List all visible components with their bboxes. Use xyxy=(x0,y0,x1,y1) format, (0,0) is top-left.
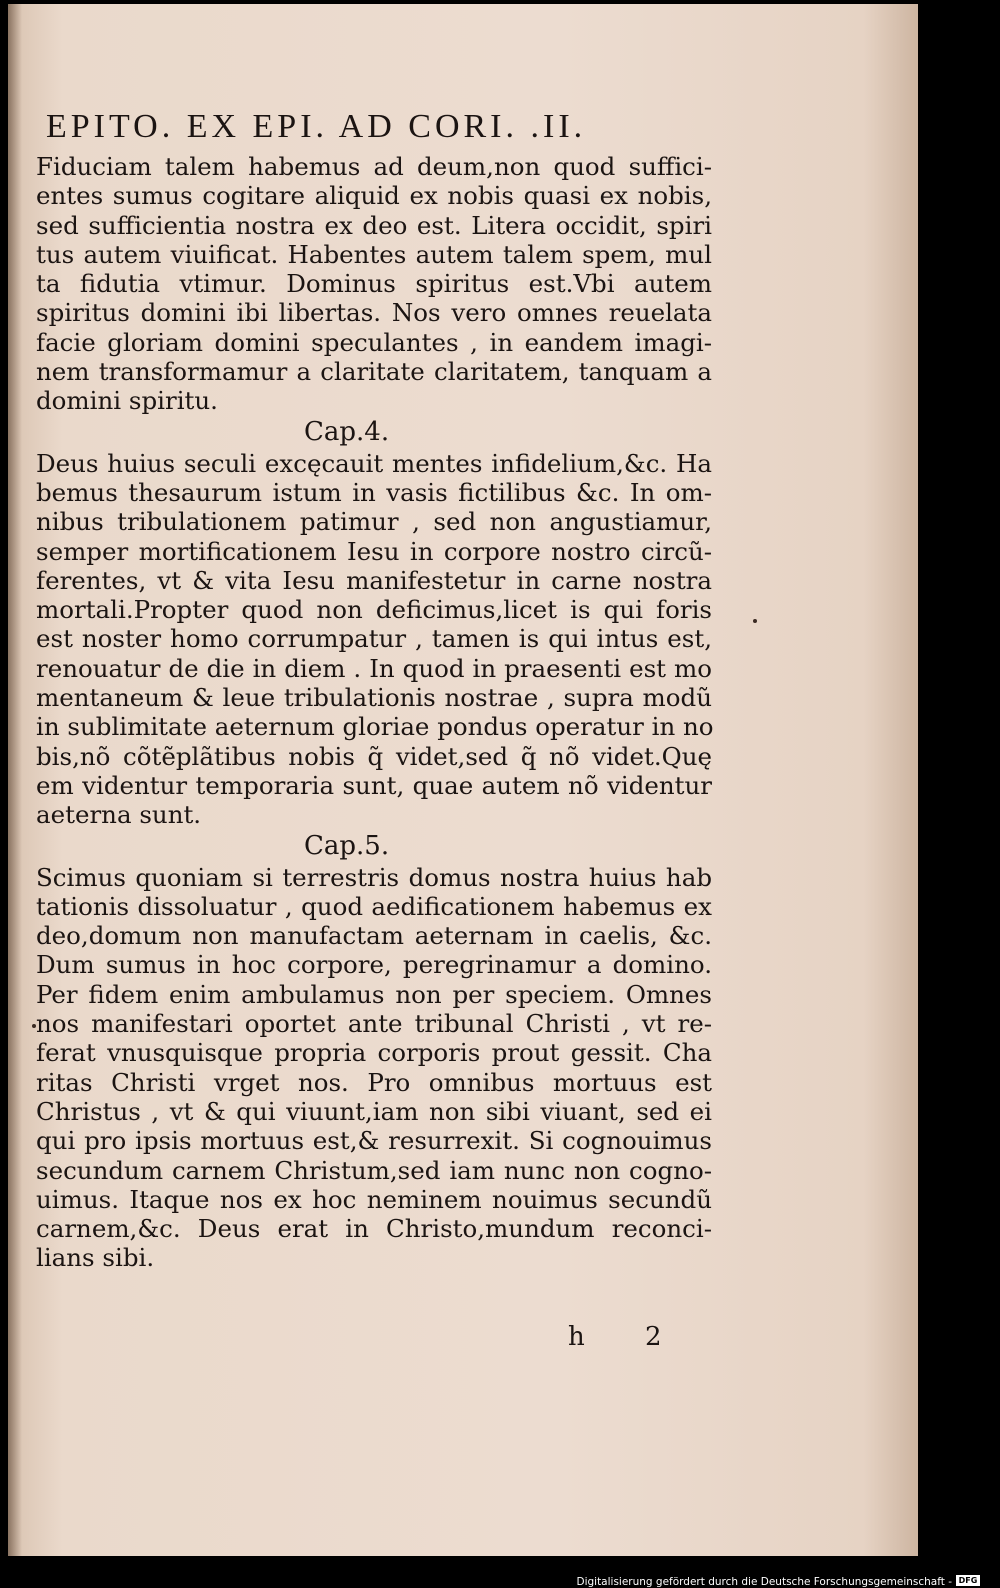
text-line: entes sumus cogitare aliquid ex nobis quasi ex nobis, xyxy=(36,181,712,211)
text-line: tationis dissoluatur , quod aedificationem habemus ex xyxy=(36,891,712,921)
text-line: ritas Christi vrget nos. Pro omnibus mortuus est xyxy=(36,1067,712,1097)
running-header: EPITO. EX EPI. AD CORI. .II. xyxy=(46,108,587,145)
text-line: ta fidutia vtimur. Dominus spiritus est.Vbi autem xyxy=(36,269,712,299)
text-line: ferentes, vt & vita Iesu manifestetur in carne nostra xyxy=(36,565,712,595)
scanned-page xyxy=(8,4,918,1556)
signature-mark: h 2 xyxy=(568,1322,688,1352)
text-line: Deus huius seculi excęcauit mentes infidelium,&c. Ha xyxy=(36,448,712,478)
text-line: tus autem viuificat. Habentes autem talem spem, mul xyxy=(36,239,712,269)
text-line: aeterna sunt. xyxy=(36,800,202,830)
text-line: nibus tribulationem patimur , sed non angustiamur, xyxy=(36,507,712,537)
paragraph-cap5 xyxy=(36,863,726,1273)
page-gutter-shadow xyxy=(8,4,22,1556)
ink-speck xyxy=(32,1024,36,1028)
text-line: nem transformamur a claritate claritatem, tanquam a xyxy=(36,357,712,387)
text-line: mortali.Propter quod non deficimus,licet is qui foris xyxy=(36,595,712,625)
dfg-logo: DFG xyxy=(956,1575,980,1586)
text-line: mentaneum & leue tribulationis nostrae , supra modũ xyxy=(36,683,712,713)
text-block xyxy=(36,104,726,1273)
text-line: bemus thesaurum istum in vasis fictilibus &c. In om- xyxy=(36,477,712,507)
text-line: deo,domum non manufactam aeternam in caelis, &c. xyxy=(36,921,712,951)
text-line: facie gloriam domini speculantes , in eandem imagi- xyxy=(36,327,712,357)
text-line: Christus , vt & qui viuunt,iam non sibi viuant, sed ei xyxy=(36,1096,712,1126)
text-line: lians sibi. xyxy=(36,1243,155,1273)
ink-speck xyxy=(753,619,757,623)
paragraph-cap3 xyxy=(36,152,726,416)
chapter-heading-5: Cap.5. xyxy=(304,830,390,861)
text-line: renouatur de die in diem . In quod in praesenti est mo xyxy=(36,653,712,683)
text-line: em videntur temporaria sunt, quae autem nõ videntur xyxy=(36,770,712,800)
text-line: Scimus quoniam si terrestris domus nostra huius hab xyxy=(36,862,712,892)
text-line: semper mortificationem Iesu in corpore nostro circũ- xyxy=(36,536,712,566)
text-line: carnem,&c. Deus erat in Christo,mundum reconci- xyxy=(36,1214,712,1244)
text-line: spiritus domini ibi libertas. Nos vero omnes reuelata xyxy=(36,298,712,328)
text-line: in sublimitate aeternum gloriae pondus operatur in no xyxy=(36,712,714,742)
text-line: bis,nõ cõtẽplãtibus nobis q̃ videt,sed q̃ nõ videt.Quę xyxy=(36,741,712,771)
text-line: Per fidem enim ambulamus non per speciem. Omnes xyxy=(36,979,712,1009)
text-line: ferat vnusquisque propria corporis prout gessit. Cha xyxy=(36,1038,712,1068)
text-line: nos manifestari oportet ante tribunal Christi , vt re- xyxy=(36,1009,712,1039)
text-line: sed sufficientia nostra ex deo est. Litera occidit, spiri xyxy=(36,210,712,240)
text-line: secundum carnem Christum,sed iam nunc non cogno- xyxy=(36,1155,712,1185)
text-line: qui pro ipsis mortuus est,& resurrexit. Si cognouimus xyxy=(36,1126,712,1156)
text-line: Dum sumus in hoc corpore, peregrinamur a domino. xyxy=(36,950,712,980)
text-line: Fiduciam talem habemus ad deum,non quod suffici- xyxy=(36,152,712,181)
text-line: uimus. Itaque nos ex hoc neminem nouimus secundũ xyxy=(36,1184,712,1214)
chapter-heading-4: Cap.4. xyxy=(304,416,390,447)
paragraph-cap4 xyxy=(36,449,726,830)
digitization-credit: Digitalisierung gefördert durch die Deutsche Forschungsgemeinschaft - xyxy=(576,1576,952,1588)
text-line: domini spiritu. xyxy=(36,386,218,416)
text-line: est noster homo corrumpatur , tamen is qui intus est, xyxy=(36,624,712,654)
